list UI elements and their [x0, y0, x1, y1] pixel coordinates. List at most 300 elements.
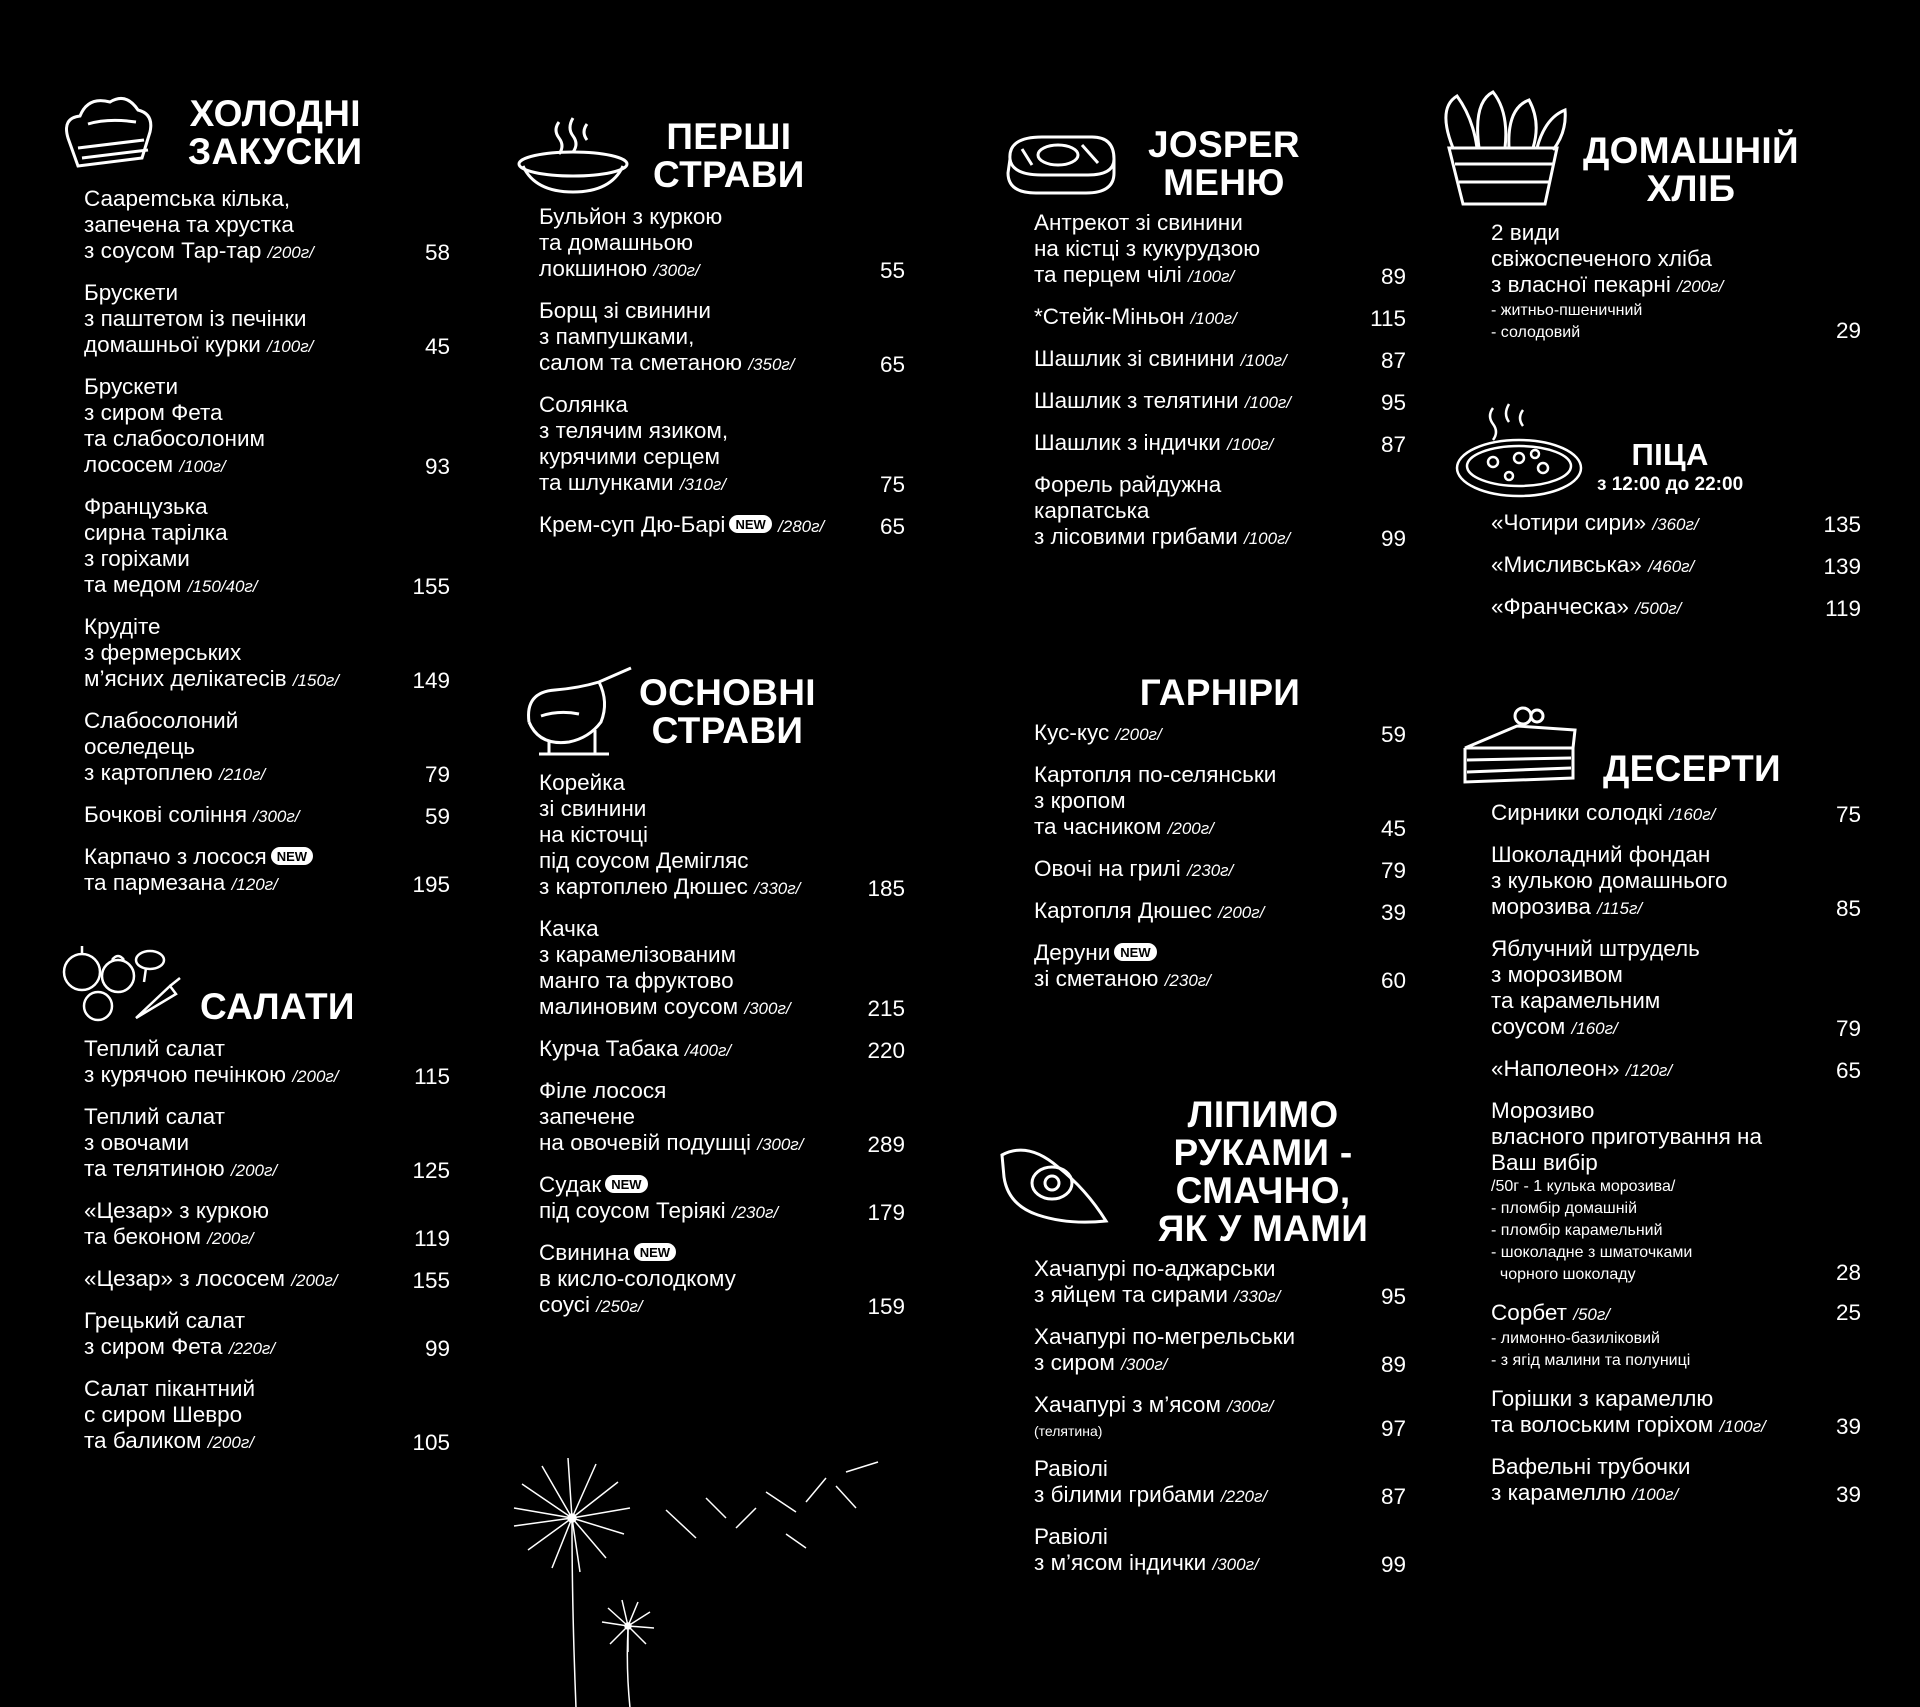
item-name-text: Качка з карамелізованим манго та фруктово малиновим соусом — [539, 916, 739, 1019]
item-weight: /230г/ — [1187, 861, 1234, 880]
menu-item — [1034, 304, 1406, 332]
column-4 — [1491, 88, 1861, 1548]
item-name-text: під соусом Теріякі — [539, 1198, 726, 1223]
menu-item — [1491, 594, 1861, 622]
menu-item-name — [1491, 594, 1681, 622]
column-3 — [1034, 126, 1406, 1618]
item-name-text: «Мисливська» — [1491, 552, 1642, 577]
menu-item-name — [1034, 1256, 1280, 1310]
section-first-courses — [539, 116, 905, 540]
item-price: 25 — [1835, 1300, 1861, 1325]
item-list — [1491, 510, 1861, 622]
item-name-text: «Наполеон» — [1491, 1056, 1620, 1081]
item-weight: /200г/ — [291, 1271, 338, 1290]
item-price: 45 — [424, 334, 450, 359]
menu-item-name — [539, 204, 722, 284]
item-name-text: Брускети з сиром Фета та слабосолоним лососем — [84, 374, 265, 477]
item-price: 39 — [1835, 1482, 1861, 1507]
menu-item — [539, 298, 905, 378]
item-price: 159 — [867, 1294, 905, 1319]
item-name-text: Шашлик з телятини — [1034, 388, 1239, 413]
section-title: ДЕСЕРТИ — [1603, 748, 1781, 789]
menu-item — [84, 844, 450, 898]
menu-item-name — [84, 1308, 275, 1362]
new-badge: NEW — [271, 847, 313, 865]
menu-item — [84, 1308, 450, 1362]
item-price: 125 — [412, 1158, 450, 1183]
item-weight: /150г/ — [292, 671, 340, 690]
menu-item-name — [1491, 1056, 1672, 1084]
item-weight: /100г/ — [1240, 351, 1287, 370]
menu-item-name — [1491, 842, 1728, 922]
item-weight: /150/40г/ — [187, 577, 258, 596]
menu-item — [1034, 1324, 1406, 1378]
item-price: 58 — [424, 240, 450, 265]
new-badge: NEW — [1114, 943, 1156, 961]
item-weight: /100г/ — [1188, 267, 1235, 286]
item-price: 75 — [1835, 802, 1861, 827]
item-weight: /200г/ — [1218, 903, 1265, 922]
item-price: 75 — [879, 472, 905, 497]
item-price: 179 — [867, 1200, 905, 1225]
item-name-text: Деруни — [1034, 940, 1111, 965]
item-price: 87 — [1380, 1484, 1406, 1509]
item-price: 28 — [1835, 1260, 1861, 1285]
item-weight: /300г/ — [1212, 1555, 1259, 1574]
item-price: 60 — [1380, 968, 1406, 993]
menu-item-name — [84, 802, 299, 830]
item-price: 149 — [412, 668, 450, 693]
item-list — [539, 770, 905, 1320]
item-price: 59 — [424, 804, 450, 829]
menu-item-name — [539, 512, 824, 540]
item-price: 99 — [424, 1336, 450, 1361]
menu-item — [1491, 552, 1861, 580]
item-weight: /220г/ — [1220, 1487, 1268, 1506]
item-name-text: Салат пікантний с сиром Шевро та баликом — [84, 1376, 256, 1453]
item-name-text: Слабосолоний оселедець з картоплею — [84, 708, 239, 785]
item-name-text: Антрекот зі свинини на кістці з кукурудзою та перцем чілі — [1034, 210, 1261, 287]
item-name-text: Овочі на грилі — [1034, 856, 1181, 881]
menu-item-name — [1034, 720, 1162, 748]
item-weight: /300г/ — [253, 807, 300, 826]
item-weight: /200г/ — [1115, 725, 1162, 744]
menu-item — [84, 708, 450, 788]
bread-basket-icon — [1433, 88, 1573, 212]
item-note: (телятина) — [1034, 1423, 1103, 1439]
new-badge: NEW — [729, 515, 771, 533]
section-handmade — [1034, 1096, 1406, 1578]
item-note: - житньо-пшеничний - солодовий — [1491, 302, 1643, 341]
item-price: 39 — [1380, 900, 1406, 925]
item-name-text: Брускети з паштетом із печінки домашньої курки — [84, 280, 307, 357]
menu-item-name — [84, 844, 313, 898]
menu-item-name — [1034, 856, 1233, 884]
item-name-text: Морозиво власного приготування на Ваш вибір — [1491, 1098, 1762, 1175]
menu-item-name — [1491, 936, 1700, 1042]
menu-item-name — [84, 280, 313, 360]
item-name-text: та пармезана — [84, 870, 226, 895]
item-weight: /460г/ — [1648, 557, 1695, 576]
menu-item-name — [1034, 304, 1237, 332]
item-price: 289 — [867, 1132, 905, 1157]
menu-item — [1034, 762, 1406, 842]
menu-item — [84, 802, 450, 830]
item-weight: /120г/ — [1625, 1061, 1673, 1080]
item-weight: /200г/ — [207, 1433, 254, 1452]
item-name-text: Бульйон з куркою та домашньою локшиною — [539, 204, 723, 281]
item-price: 105 — [412, 1430, 450, 1455]
menu-item-name — [1491, 1386, 1766, 1440]
menu-item — [539, 204, 905, 284]
item-name-text: Шашлик зі свинини — [1034, 346, 1235, 371]
item-price: 89 — [1380, 1352, 1406, 1377]
item-name-text: Судак — [539, 1172, 602, 1197]
section-bread — [1491, 88, 1861, 344]
item-list — [1034, 720, 1406, 994]
item-name-text: 2 види свіжоспеченого хліба з власної пекарні — [1491, 220, 1712, 297]
menu-item — [539, 512, 905, 540]
menu-item-name — [1034, 346, 1287, 374]
item-price: 79 — [1380, 858, 1406, 883]
menu-item — [539, 1172, 905, 1226]
item-weight: /200г/ — [1677, 277, 1724, 296]
item-weight: /160г/ — [1571, 1019, 1618, 1038]
item-weight: /200г/ — [207, 1229, 254, 1248]
item-price: 155 — [412, 574, 450, 599]
sandwich-icon — [58, 88, 160, 178]
item-name-text: Теплий салат з овочами та телятиною — [84, 1104, 225, 1181]
dandelion-decoration-icon — [506, 1458, 926, 1707]
item-name-text: Яблучний штрудель з морозивом та карамельним соусом — [1491, 936, 1700, 1039]
menu-item — [539, 770, 905, 902]
item-name-text: Кус-кус — [1034, 720, 1110, 745]
item-name-text: Хачапурі з м’ясом — [1034, 1392, 1221, 1417]
menu-item — [84, 614, 450, 694]
item-name-text: Крем-суп Дю-Барі — [539, 512, 726, 537]
menu-item-name — [1034, 388, 1291, 416]
menu-item — [1491, 220, 1861, 344]
item-price: 55 — [879, 258, 905, 283]
menu-item-name — [1034, 940, 1211, 994]
item-price: 195 — [412, 872, 450, 897]
item-name-text: Шоколадний фондан з кулькою домашнього морозива — [1491, 842, 1728, 919]
item-weight: /100г/ — [1244, 393, 1292, 412]
item-list — [1034, 1256, 1406, 1578]
menu-item — [539, 1078, 905, 1158]
cake-slice-icon — [1459, 702, 1581, 792]
menu-item-name — [1491, 1300, 1690, 1372]
menu-item — [1491, 510, 1861, 538]
menu-item-name — [84, 374, 265, 480]
item-weight: /100г/ — [267, 337, 314, 356]
item-weight: /50г/ — [1573, 1305, 1610, 1324]
menu-item — [84, 1266, 450, 1294]
item-weight: /500г/ — [1635, 599, 1682, 618]
column-2 — [539, 116, 905, 1360]
menu-item-name — [84, 1376, 255, 1456]
item-list — [1491, 220, 1861, 344]
item-price: 97 — [1380, 1416, 1406, 1441]
item-name-text: Корейка зі свинини на кісточці під соусом Демігляс з картоплею Дюшес — [539, 770, 749, 899]
menu-item-name — [84, 494, 258, 600]
section-title: ПЕРШІ СТРАВИ — [653, 116, 805, 195]
menu-item — [1034, 1256, 1406, 1310]
menu-item-name — [1034, 210, 1260, 290]
item-weight: /400г/ — [684, 1041, 732, 1060]
item-price: 95 — [1380, 1284, 1406, 1309]
pizza-icon — [1453, 402, 1589, 502]
item-price: 93 — [424, 454, 450, 479]
item-name-text: «Чотири сири» — [1491, 510, 1647, 535]
item-name-text: Сорбет — [1491, 1300, 1567, 1325]
item-weight: /100г/ — [179, 457, 226, 476]
item-name-text: «Цезар» з куркою та беконом — [84, 1198, 269, 1249]
item-name-text: Горішки з карамеллю та волоським горіхом — [1491, 1386, 1714, 1437]
item-weight: /330г/ — [1234, 1287, 1281, 1306]
item-name-text: Бочкові соління — [84, 802, 248, 827]
item-name-text: Форель райдужна карпатська з лісовими грибами — [1034, 472, 1238, 549]
section-title: ХОЛОДНІ ЗАКУСКИ — [188, 93, 363, 172]
menu-item-name — [1491, 220, 1723, 344]
menu-item-name — [1034, 762, 1276, 842]
item-name-text: Борщ зі свинини з пампушками, салом та сметаною — [539, 298, 743, 375]
section-title: ГАРНІРИ — [1139, 672, 1301, 713]
item-price: 119 — [414, 1226, 450, 1251]
menu-item — [84, 1104, 450, 1184]
item-weight: /300г/ — [1121, 1355, 1168, 1374]
menu-item-name — [1034, 898, 1264, 926]
item-name-text: «Франческа» — [1491, 594, 1629, 619]
item-name-text: Картопля Дюшес — [1034, 898, 1212, 923]
item-price: 85 — [1835, 896, 1861, 921]
menu-item-name — [1491, 1098, 1762, 1286]
item-price: 59 — [1380, 722, 1406, 747]
item-weight: /300г/ — [1227, 1397, 1274, 1416]
menu-item — [84, 280, 450, 360]
soup-bowl-icon — [515, 116, 633, 196]
item-weight: /230г/ — [731, 1203, 779, 1222]
menu-item — [84, 186, 450, 266]
item-weight: /200г/ — [292, 1067, 339, 1086]
menu-item — [84, 374, 450, 480]
menu-item — [1491, 1454, 1861, 1508]
menu-item-name — [84, 614, 339, 694]
menu-item-name — [1491, 1454, 1690, 1508]
menu-item-name — [1034, 1392, 1273, 1442]
item-price: 220 — [867, 1038, 905, 1063]
section-title: ОСНОВНІ СТРАВИ — [639, 672, 816, 751]
menu-item — [1034, 720, 1406, 748]
menu-item-name — [84, 708, 265, 788]
menu-item-name — [539, 1172, 778, 1226]
item-note: - лимонно-базиліковий - з ягід малини та полуниці — [1491, 1330, 1691, 1369]
item-price: 115 — [1370, 306, 1406, 331]
menu-item — [1034, 346, 1406, 374]
item-name-text: «Цезар» з лососем — [84, 1266, 285, 1291]
item-weight: /210г/ — [218, 765, 266, 784]
item-price: 65 — [879, 514, 905, 539]
menu-item-name — [1491, 552, 1694, 580]
menu-item — [1034, 1456, 1406, 1510]
section-title: ПІЦА — [1631, 437, 1709, 472]
menu-item — [539, 392, 905, 498]
menu-item-name — [539, 1240, 736, 1320]
item-price: 135 — [1823, 512, 1861, 537]
menu-item-name — [539, 298, 795, 378]
menu-item — [539, 1036, 905, 1064]
menu-item-name — [539, 392, 728, 498]
section-cold-appetizers — [84, 88, 450, 898]
menu-item-name — [1491, 800, 1715, 828]
item-weight: /310г/ — [679, 475, 727, 494]
menu-item-name — [84, 1198, 269, 1252]
item-price: 29 — [1835, 318, 1861, 343]
item-name-text: Курча Табака — [539, 1036, 679, 1061]
menu-item — [1034, 210, 1406, 290]
item-price: 65 — [1835, 1058, 1861, 1083]
item-name-text: Французька сирна тарілка з горіхами та медом — [84, 494, 228, 597]
menu-item-name — [1034, 472, 1290, 552]
section-title: JOSPER МЕНЮ — [1148, 124, 1300, 203]
menu-item-name — [539, 770, 800, 902]
menu-item — [1034, 430, 1406, 458]
item-price: 115 — [414, 1064, 450, 1089]
menu-item-name — [1034, 1456, 1267, 1510]
item-name-text: Карпачо з лосося — [84, 844, 267, 869]
item-price: 39 — [1835, 1414, 1861, 1439]
item-weight: /100г/ — [1227, 435, 1274, 454]
item-price: 79 — [1835, 1016, 1861, 1041]
item-list — [1491, 800, 1861, 1508]
item-list — [84, 1036, 450, 1456]
menu-item — [1034, 898, 1406, 926]
item-price: 95 — [1380, 390, 1406, 415]
menu-item — [84, 1376, 450, 1456]
menu-item — [1491, 936, 1861, 1042]
item-name-text: Крудіте з фермерських м’ясних делікатесів — [84, 614, 287, 691]
item-weight: /100г/ — [1632, 1485, 1679, 1504]
menu-item — [1034, 472, 1406, 552]
section-garnishes — [1034, 674, 1406, 994]
item-weight: /300г/ — [744, 999, 791, 1018]
item-name-text: зі сметаною — [1034, 966, 1159, 991]
new-badge: NEW — [605, 1175, 647, 1193]
item-weight: /250г/ — [596, 1297, 643, 1316]
item-weight: /100г/ — [1719, 1417, 1766, 1436]
section-subtitle: з 12:00 до 22:00 — [1597, 474, 1744, 495]
section-josper-menu — [1034, 126, 1406, 552]
item-weight: /300г/ — [653, 261, 700, 280]
menu-item — [1491, 800, 1861, 828]
section-pizza — [1491, 402, 1861, 622]
menu-item-name — [539, 1036, 731, 1064]
item-weight: /100г/ — [1244, 529, 1291, 548]
menu-item — [84, 1198, 450, 1252]
item-name-text: *Стейк-Міньон — [1034, 304, 1185, 329]
item-price: 139 — [1823, 554, 1861, 579]
menu-item — [84, 494, 450, 600]
steak-icon — [1002, 129, 1120, 199]
item-list — [1034, 210, 1406, 552]
item-price: 87 — [1380, 348, 1406, 373]
menu-item-name — [1034, 1524, 1259, 1578]
item-weight: /200г/ — [230, 1161, 278, 1180]
section-main-courses — [539, 662, 905, 1320]
menu-item-name — [84, 1104, 277, 1184]
section-desserts — [1491, 702, 1861, 1508]
item-name-text: Сирники солодкі — [1491, 800, 1663, 825]
menu-item — [1034, 388, 1406, 416]
menu-item-name — [539, 1078, 803, 1158]
item-name-text: Картопля по-селянськи з кропом та часником — [1034, 762, 1277, 839]
item-price: 185 — [867, 876, 905, 901]
item-weight: /280г/ — [778, 517, 825, 536]
item-name-text: Хачапурі по-аджарськи з яйцем та сирами — [1034, 1256, 1276, 1307]
menu-item-name — [84, 1266, 337, 1294]
item-weight: /330г/ — [754, 879, 801, 898]
item-list — [539, 204, 905, 540]
item-name-text: Шашлик з індички — [1034, 430, 1221, 455]
column-1 — [84, 88, 450, 1496]
item-list — [84, 186, 450, 898]
item-price: 155 — [412, 1268, 450, 1293]
item-price: 99 — [1380, 526, 1406, 551]
item-name-text: Хачапурі по-мегрельськи з сиром — [1034, 1324, 1296, 1375]
menu-item — [1491, 842, 1861, 922]
menu-item-name — [1034, 430, 1273, 458]
item-price: 119 — [1825, 596, 1861, 621]
item-price: 79 — [424, 762, 450, 787]
item-price: 87 — [1380, 432, 1406, 457]
item-name-text: Теплий салат з курячою печінкою — [84, 1036, 287, 1087]
item-name-text: Равіолі з м’ясом індички — [1034, 1524, 1207, 1575]
item-name-text: в кисло-солодкому соусі — [539, 1266, 736, 1317]
item-weight: /350г/ — [748, 355, 795, 374]
menu-item — [84, 1036, 450, 1090]
menu-item-name — [1034, 1324, 1295, 1378]
item-weight: /160г/ — [1669, 805, 1716, 824]
new-badge: NEW — [634, 1243, 676, 1261]
khachapuri-icon — [998, 1137, 1110, 1227]
vegetables-icon — [58, 938, 186, 1028]
item-name-text: Філе лосося запечене на овочевій подушці — [539, 1078, 751, 1155]
item-name-text: Равіолі з білими грибами — [1034, 1456, 1215, 1507]
item-weight: /120г/ — [231, 875, 278, 894]
item-weight: /115г/ — [1597, 899, 1643, 918]
item-name-text: Вафельні трубочки з карамеллю — [1491, 1454, 1691, 1505]
item-name-text: Грецький салат з сиром Фета — [84, 1308, 246, 1359]
item-price: 65 — [879, 352, 905, 377]
section-title: САЛАТИ — [200, 986, 355, 1027]
menu-item — [1491, 1098, 1861, 1286]
menu-item — [1034, 1524, 1406, 1578]
item-weight: /300г/ — [757, 1135, 804, 1154]
item-price: 45 — [1380, 816, 1406, 841]
menu-item — [1491, 1386, 1861, 1440]
menu-item — [1491, 1056, 1861, 1084]
menu-item-name — [1491, 510, 1699, 538]
section-title: ЛІПИМО РУКАМИ - СМАЧНО, ЯК У МАМИ — [1157, 1094, 1369, 1249]
menu-item — [1034, 856, 1406, 884]
item-weight: /200г/ — [267, 243, 314, 262]
item-weight: /360г/ — [1652, 515, 1699, 534]
section-title: ДОМАШНІЙ ХЛІБ — [1583, 130, 1799, 209]
item-name-text: Солянка з телячим язиком, курячими серцем та шлунками — [539, 392, 729, 495]
item-name-text: Свинина — [539, 1240, 630, 1265]
menu-item — [539, 916, 905, 1022]
jamon-leg-icon — [519, 662, 639, 762]
